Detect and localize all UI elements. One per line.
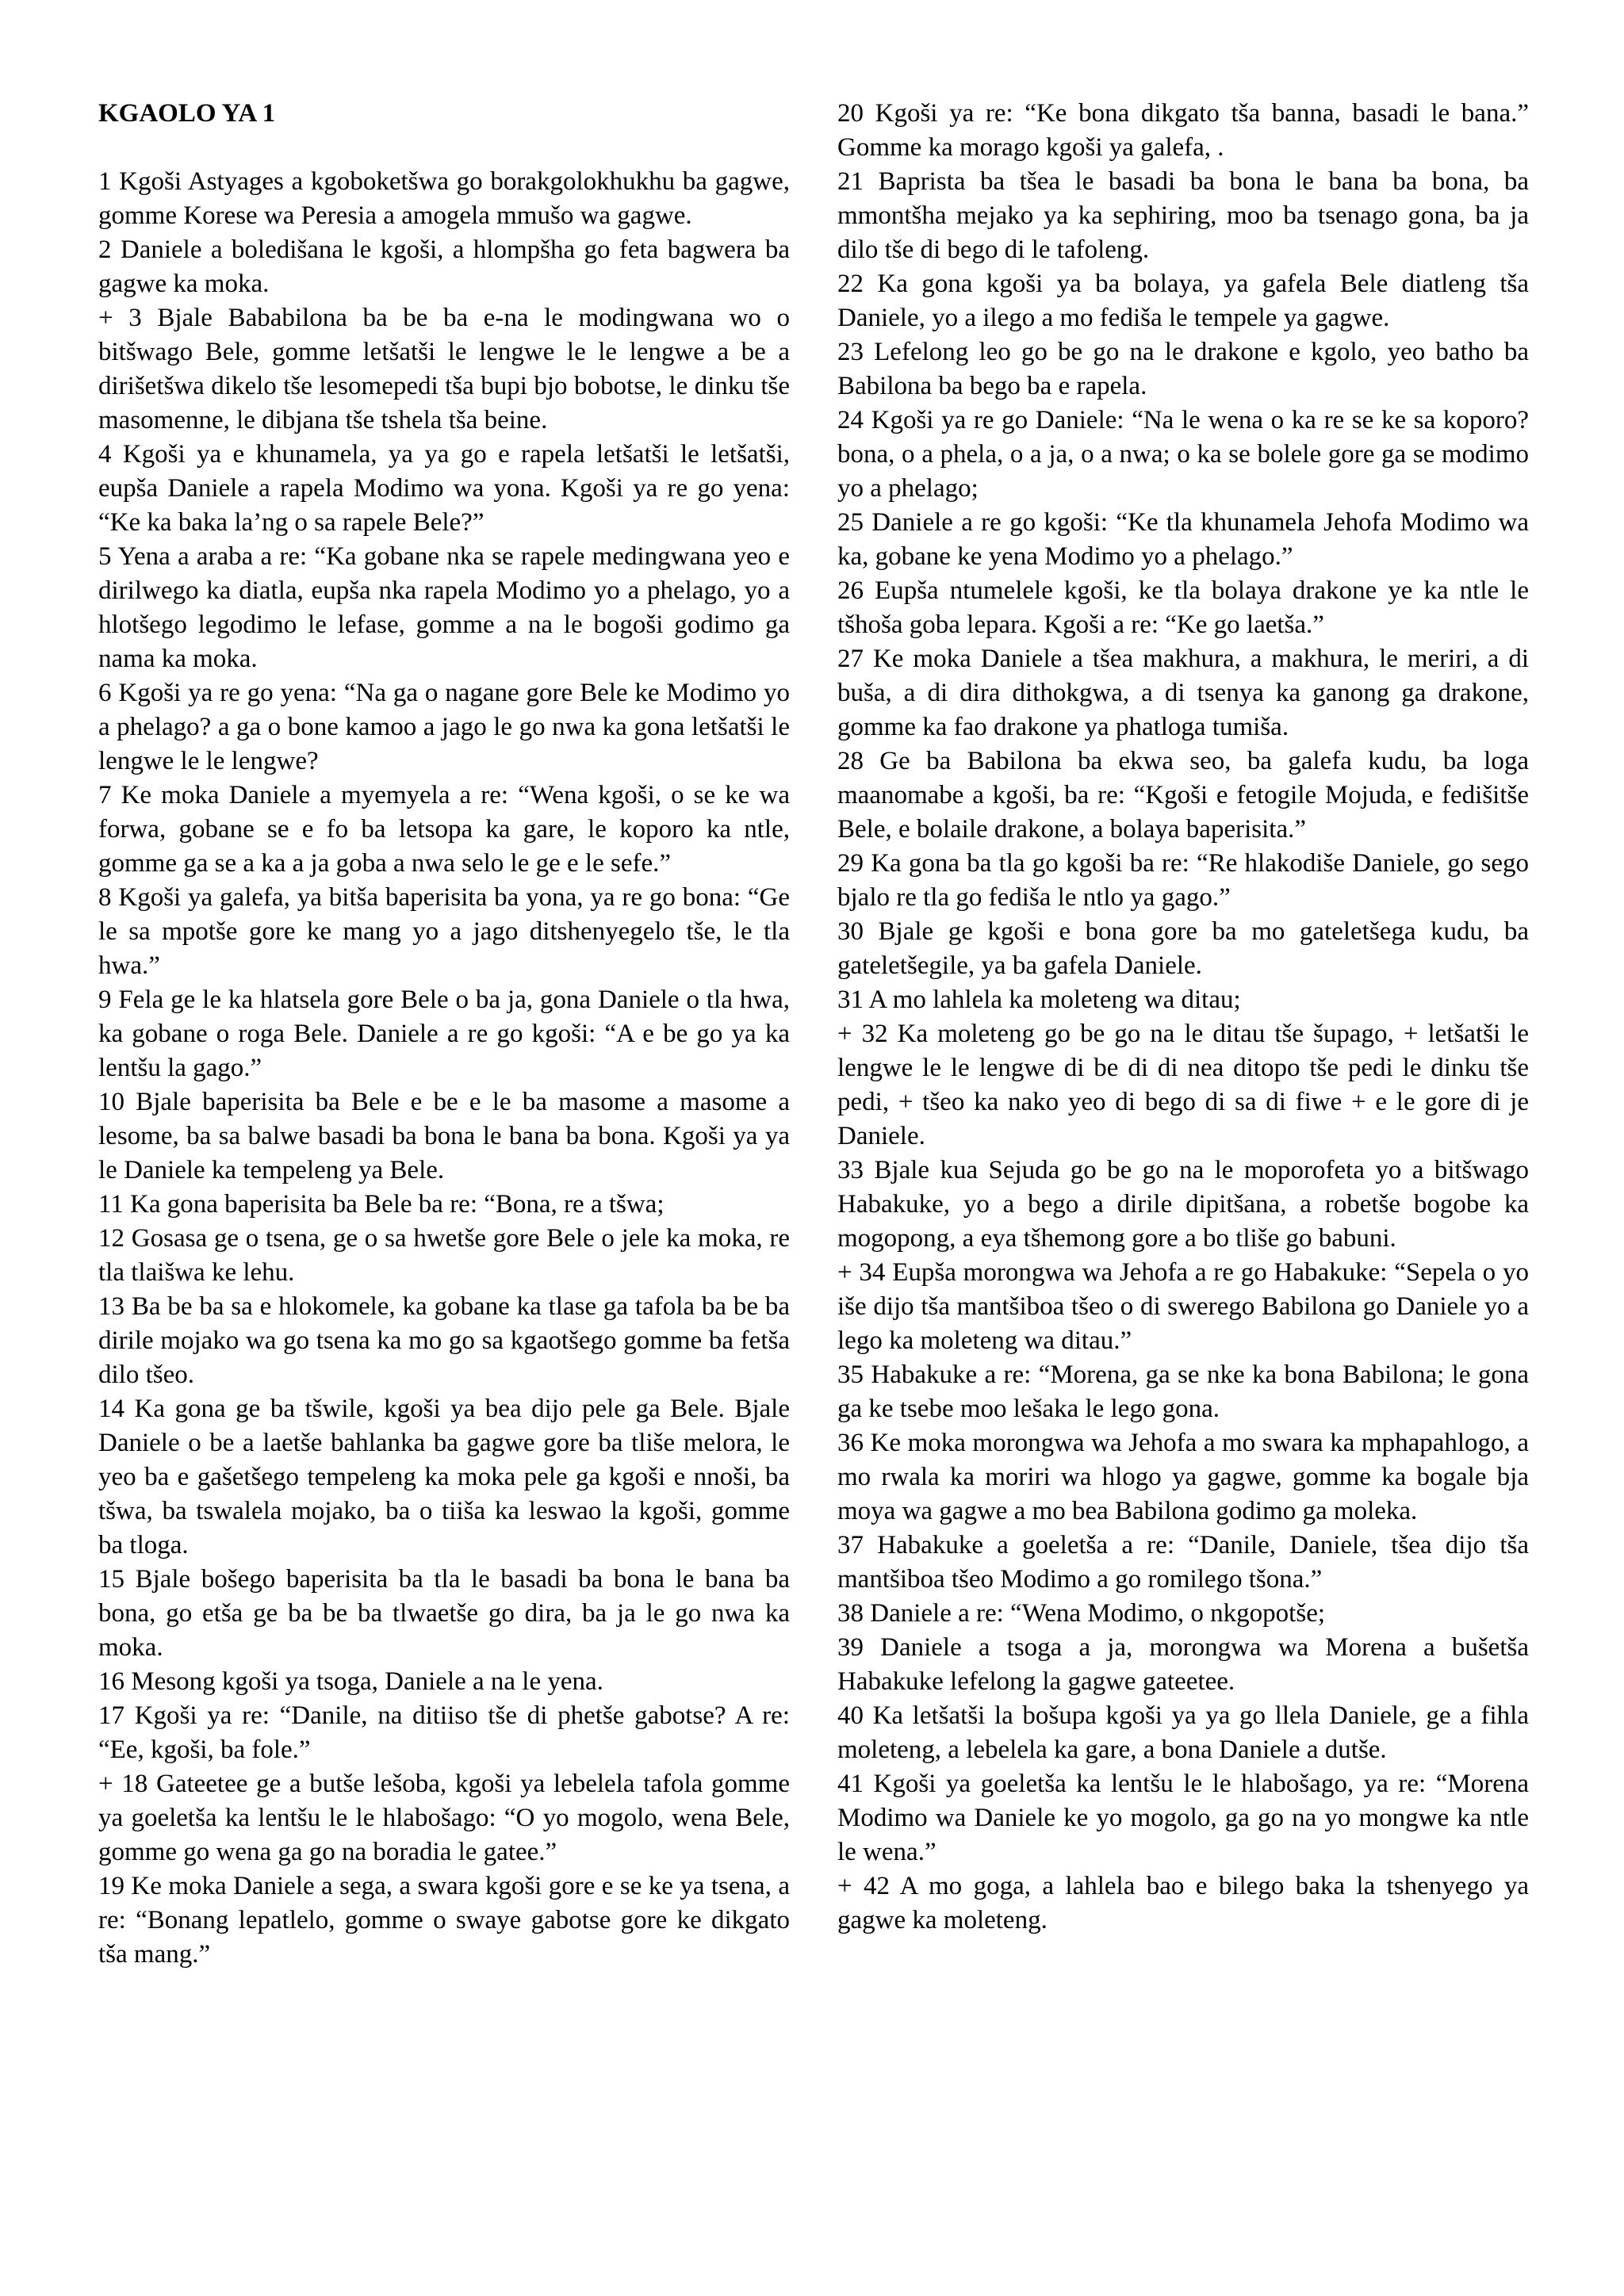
verse: 38 Daniele a re: “Wena Modimo, o nkgopotše; [837, 1599, 1326, 1628]
verse: 26 Eupša ntumelele kgoši, ke tla bolaya drakone ye ka ntle le tšhoša goba lepara. Kgoši a re: “Ke go laetša.” [837, 576, 1529, 639]
verse: 13 Ba be ba sa e hlokomele, ka gobane ka tlase ga tafola ba be ba dirile mojako wa go tsena ka mo go sa kgaotšego gomme ba fetša dilo tšeo. [98, 1292, 790, 1389]
verse: 16 Mesong kgoši ya tsoga, Daniele a na le yena. [98, 1667, 603, 1696]
verse: 25 Daniele a re go kgoši: “Ke tla khunamela Jehofa Modimo wa ka, gobane ke yena Modimo yo a phelago.” [837, 508, 1529, 571]
verse: 9 Fela ge le ka hlatsela gore Bele o ba ja, gona Daniele o tla hwa, ka gobane o roga Bele. Daniele a re go kgoši: “A e be go ya ka lentšu la gago.” [98, 985, 790, 1082]
verse: 33 Bjale kua Sejuda go be go na le moporofeta yo a bitšwago Habakuke, yo a bego a dirile dipitšana, a robetše bogobe ka mogopong, a eya tšhemong gore a bo tliše go babuni. [837, 1156, 1529, 1253]
verse: 11 Ka gona baperisita ba Bele ba re: “Bona, re a tšwa; [98, 1190, 665, 1219]
verse: 14 Ka gona ge ba tšwile, kgoši ya bea dijo pele ga Bele. Bjale Daniele o be a laetše bahlanka ba gagwe gore ba tliše melora, le yeo ba e gašetšego tempeleng ka moka pele ga kgoši e nnoši, ba tšwa, ba tswalela mojako, ba o tiiša ka leswao la kgoši, gomme ba tloga. [98, 1395, 790, 1559]
verse: 15 Bjale bošego baperisita ba tla le basadi ba bona le bana ba bona, go etša ge ba be ba tlwaetše go dira, ba ja le go nwa ka moka. [98, 1565, 790, 1662]
verse: 10 Bjale baperisita ba Bele e be e le ba masome a masome a lesome, ba sa balwe basadi ba bona le bana ba bona. Kgoši ya ya le Daniele ka tempeleng ya Bele. [98, 1088, 790, 1184]
verse: 24 Kgoši ya re go Daniele: “Na le wena o ka re se ke sa koporo? bona, o a phela, o a ja, o a nwa; o ka se bolele gore ga se modimo yo a phelago; [837, 406, 1529, 503]
verse: + 3 Bjale Bababilona ba be ba e-na le modingwana wo o bitšwago Bele, gomme letšatši le lengwe le le lengwe a be a dirišetšwa dikelo tše lesomepedi tša bupi bjo bobotse, le dinku tše masomenne, le dibjana tše tshela tša beine. [98, 304, 790, 434]
verse: 39 Daniele a tsoga a ja, morongwa wa Morena a bušetša Habakuke lefelong la gagwe gateetee. [837, 1633, 1529, 1696]
verse: 4 Kgoši ya e khunamela, ya ya go e rapela letšatši le letšatši, eupša Daniele a rapela Modimo wa yona. Kgoši ya re go yena: “Ke ka baka la’ng o sa rapele Bele?” [98, 440, 790, 537]
verse: 30 Bjale ge kgoši e bona gore ba mo gateletšega kudu, ba gateletšegile, ya ba gafela Daniele. [837, 917, 1529, 980]
verse: + 32 Ka moleteng go be go na le ditau tše šupago, + letšatši le lengwe le le lengwe di be di di nea ditopo tše pedi le dinku tše pedi, + tšeo ka nako yeo di bego di sa di fiwe + e le gore di je Daniele. [837, 1020, 1529, 1150]
verse: 31 A mo lahlela ka moleteng wa ditau; [837, 985, 1241, 1014]
right-column [837, 97, 1529, 1938]
verse: 2 Daniele a boledišana le kgoši, a hlompšha go feta bagwera ba gagwe ka moka. [98, 235, 790, 298]
verse: 36 Ke moka morongwa wa Jehofa a mo swara ka mphapahlogo, a mo rwala ka moriri wa hlogo ya gagwe, gomme ka bogale bja moya wa gagwe a mo bea Babilona godimo ga moleka. [837, 1429, 1529, 1525]
verse: + 42 A mo goga, a lahlela bao e bilego baka la tshenyego ya gagwe ka moleteng. [837, 1872, 1529, 1934]
verse: + 34 Eupša morongwa wa Jehofa a re go Habakuke: “Sepela o yo iše dijo tša mantšiboa tšeo o di swerego Babilona go Daniele yo a lego ka moleteng wa ditau.” [837, 1258, 1529, 1355]
left-column [98, 97, 790, 1972]
verse: 21 Baprista ba tšea le basadi ba bona le bana ba bona, ba mmontšha mejako ya ka sephiring, moo ba tsenago gona, ba ja dilo tše di bego di le tafoleng. [837, 167, 1529, 264]
verse: 8 Kgoši ya galefa, ya bitša baperisita ba yona, ya re go bona: “Ge le sa mpotše gore ke mang yo a jago ditshenyegelo tše, le tla hwa.” [98, 883, 790, 980]
verse: + 18 Gateetee ge a butše lešoba, kgoši ya lebelela tafola gomme ya goeletša ka lentšu le le hlabošago: “O yo mogolo, wena Bele, gomme go wena ga go na boradia le gatee.” [98, 1770, 790, 1866]
verse: 41 Kgoši ya goeletša ka lentšu le le hlabošago, ya re: “Morena Modimo wa Daniele ke yo mogolo, ga go na yo mongwe ka ntle le wena.” [837, 1770, 1529, 1866]
verse: 40 Ka letšatši la bošupa kgoši ya ya go llela Daniele, ge a fihla moleteng, a lebelela ka gare, a bona Daniele a dutše. [837, 1701, 1529, 1764]
verse: 27 Ke moka Daniele a tšea makhura, a makhura, le meriri, a di buša, a di dira dithokgwa, a di tsenya ka ganong ga drakone, gomme ka fao drakone ya phatloga tumiša. [837, 645, 1529, 741]
verse: 20 Kgoši ya re: “Ke bona dikgato tša banna, basadi le bana.” Gomme ka morago kgoši ya galefa, . [837, 99, 1529, 162]
verse: 5 Yena a araba a re: “Ka gobane nka se rapele medingwana yeo e dirilwego ka diatla, eupša nka rapela Modimo yo a phelago, yo a hlotšego legodimo le lefase, gomme a na le bogoši godimo ga nama ka moka. [98, 542, 790, 673]
verse: 35 Habakuke a re: “Morena, ga se nke ka bona Babilona; le gona ga ke tsebe moo lešaka le lego gona. [837, 1360, 1529, 1423]
left-verse-list [98, 165, 790, 1972]
verse: 12 Gosasa ge o tsena, ge o sa hwetše gore Bele o jele ka moka, re tla tlaišwa ke lehu. [98, 1224, 790, 1287]
right-verse-list [837, 97, 1529, 1938]
verse: 37 Habakuke a goeletša a re: “Danile, Daniele, tšea dijo tša mantšiboa tšeo Modimo a go romilego tšona.” [837, 1531, 1529, 1594]
verse: 17 Kgoši ya re: “Danile, na ditiiso tše di phetše gabotse? A re: “Ee, kgoši, ba fole.” [98, 1701, 790, 1764]
verse: 28 Ge ba Babilona ba ekwa seo, ba galefa kudu, ba loga maanomabe a kgoši, ba re: “Kgoši e fetogile Mojuda, e fedišitše Bele, e bolaile drakone, a bolaya baperisita.” [837, 747, 1529, 844]
verse: 29 Ka gona ba tla go kgoši ba re: “Re hlakodiše Daniele, go sego bjalo re tla go fediša le ntlo ya gago.” [837, 849, 1529, 912]
chapter-heading: KGAOLO YA 1 [98, 99, 276, 128]
verse: 6 Kgoši ya re go yena: “Na ga o nagane gore Bele ke Modimo yo a phelago? a ga o bone kamoo a jago le go nwa ka gona letšatši le lengwe le le lengwe? [98, 679, 790, 775]
verse: 23 Lefelong leo go be go na le drakone e kgolo, yeo batho ba Babilona ba bego ba e rapela. [837, 338, 1529, 400]
verse: 19 Ke moka Daniele a sega, a swara kgoši gore e se ke ya tsena, a re: “Bonang lepatlelo, gomme o swaye gabotse gore ke dikgato tša mang.” [98, 1872, 790, 1969]
verse: 7 Ke moka Daniele a myemyela a re: “Wena kgoši, o se ke wa forwa, gobane se e fo ba letsopa ka gare, le koporo ka ntle, gomme ga se a ka a ja goba a nwa selo le ge e le sefe.” [98, 781, 790, 878]
verse: 22 Ka gona kgoši ya ba bolaya, ya gafela Bele diatleng tša Daniele, yo a ilego a mo fediša le tempele ya gagwe. [837, 270, 1529, 332]
verse: 1 Kgoši Astyages a kgoboketšwa go borakgolokhukhu ba gagwe, gomme Korese wa Peresia a amogela mmušo wa gagwe. [98, 167, 790, 230]
